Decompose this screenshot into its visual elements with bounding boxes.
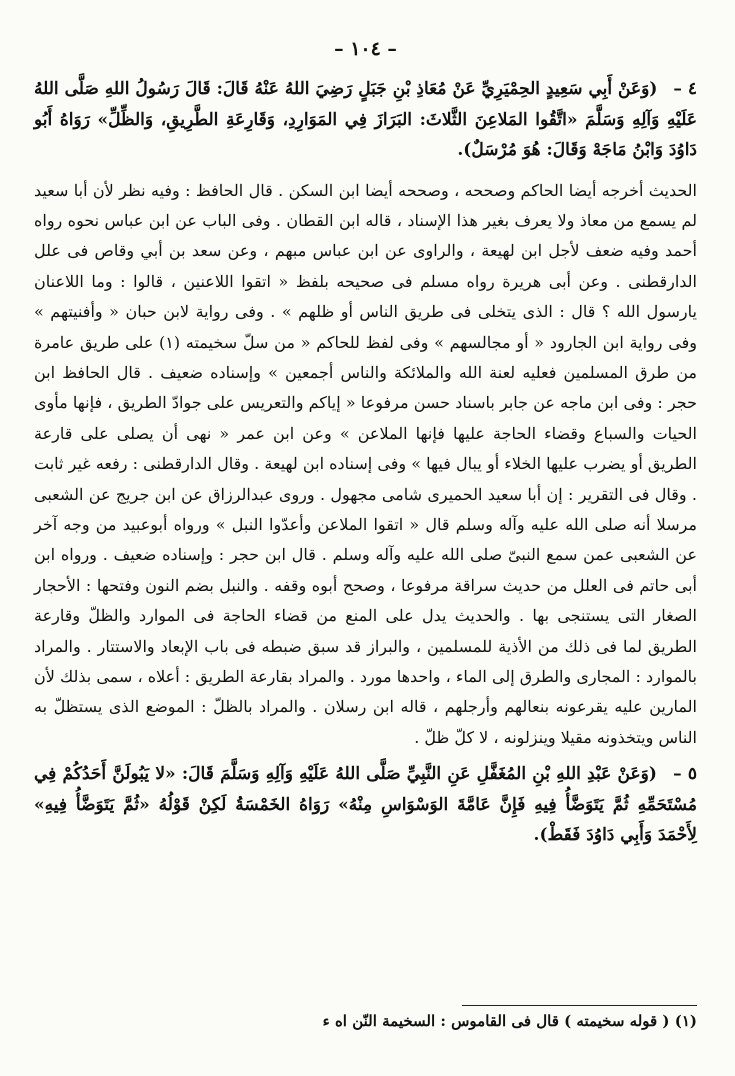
footnote-divider	[462, 1005, 697, 1006]
footnote: (١) ( قوله سخيمته ) قال فى القاموس : السخيمة النّن اه ء	[322, 1012, 697, 1030]
hadith-5	[34, 759, 697, 851]
hadith-4-number: ٤ –	[673, 79, 698, 99]
hadith-4-text: (وَعَنْ أَبِي سَعِيدٍ الحِمْيَرِيِّ عَنْ مُعَاذِ بْنِ جَبَلٍ رَضِيَ اللهُ عَنْهُ قَالَ: قَالَ رَسُولُ اللهِ صَلَّى اللهُ عَلَيْهِ وَآلِهِ وَسَلَّمَ «اتَّقُوا المَلاعِنَ الثَّلاثَ: البَرَازَ فِي المَوَارِدِ، وَقَارِعَةِ الطَّرِيقِ، وَالظِّلِّ» رَوَاهُ أَبُو دَاوُدَ وَابْنُ مَاجَهْ وَقَالَ: هُوَ مُرْسَلٌ).	[34, 79, 697, 160]
hadith-5-number: ٥ –	[673, 764, 698, 785]
page-number: – ١٠٤ –	[334, 38, 397, 60]
hadith-5-text: (وَعَنْ عَبْدِ اللهِ بْنِ المُغَفَّلِ عَنِ النَّبِيِّ صَلَّى اللهُ عَلَيْهِ وَآلِهِ وَسَلَّمَ قَالَ: «لا يَبُولَنَّ أَحَدُكُمْ فِي مُسْتَحَمِّهِ ثُمَّ يَتَوَضَّأُ فِيهِ فَإِنَّ عَامَّةَ الوَسْوَاسِ مِنْهُ» رَوَاهُ الخَمْسَةُ لَكِنْ قَوْلُهُ «ثُمَّ يَتَوَضَّأُ فِيهِ» لِأَحْمَدَ وَأَبِي دَاوُدَ فَقَطْ).	[34, 764, 697, 846]
commentary-text: الحديث أخرجه أيضا الحاكم وصححه ، وصححه أيضا ابن السكن . قال الحافظ : وفيه نظر لأن أبا سعيد لم يسمع من معاذ ولا يعرف بغير هذا الإسناد ، قاله ابن القطان . وفى الباب عن ابن عباس نحوه رواه أحمد وفيه ضعف لأجل ابن لهيعة ، والراوى عن ابن عباس مبهم ، وعن سعد بن أبي وقاص فى علل الدارقطنى . وعن أبى هريرة رواه مسلم فى صحيحه بلفظ « اتقوا اللاعنين ، قالوا : وما اللاعنان يارسول الله ؟ قال : الذى يتخلى فى طريق الناس أو ظلهم » . وفى رواية لابن حبان « وأفنيتهم » وفى رواية ابن الجارود « أو مجالسهم » وفى لفظ للحاكم « من سلّ سخيمته (١) على طريق عامرة من طرق المسلمين فعليه لعنة الله والملائكة والناس أجمعين » وإسناده ضعيف . قال الحافظ ابن حجر : وفى ابن ماجه عن جابر باسناد حسن مرفوعا « إياكم والتعريس على جوادّ الطريق ، فإنها مأوى الحيات والسباع وقضاء الحاجة عليها فإنها الملاعن » وعن ابن عمر « نهى أن يصلى على قارعة الطريق أو يضرب عليها الخلاء أو يبال فيها » وفى إسناده ابن لهيعة . وقال الدارقطنى : رفعه غير ثابت . وقال فى التقرير : إن أبا سعيد الحميرى شامى مجهول . وروى عبدالرزاق عن ابن جريج عن الشعبى مرسلا أنه صلى الله عليه وآله وسلم قال « اتقوا الملاعن وأعدّوا النبل » ورواه أبوعبيد من وجه آخر عن الشعبى عمن سمع النبىّ صلى الله عليه وآله وسلم . قال ابن حجر : وإسناده ضعيف . ورواه ابن أبى حاتم فى العلل من حديث سراقة مرفوعا ، وصحح أبوه وقفه . والنبل بضم النون وفتحها : الأحجار الصغار التى يستنجى بها . والحديث يدل على المنع من قضاء الحاجة فى الموارد والظلّ وقارعة الطريق لما فى ذلك من الأذية للمسلمين ، والبراز قد سبق ضبطه فى باب الإبعاد والاستتار . والمراد بالموارد : المجارى والطرق إلى الماء ، واحدها مورد . والمراد بقارعة الطريق : أعلاه ، سمى بذلك لأن المارين عليه يقرعونه بنعالهم وأرجلهم ، قاله ابن رسلان . والمراد بالظلّ : الموضع الذى يستظلّ به الناس ويتخذونه مقيلا وينزلونه ، لا كلّ ظلّ .	[34, 180, 698, 747]
hadith-4	[34, 74, 697, 166]
